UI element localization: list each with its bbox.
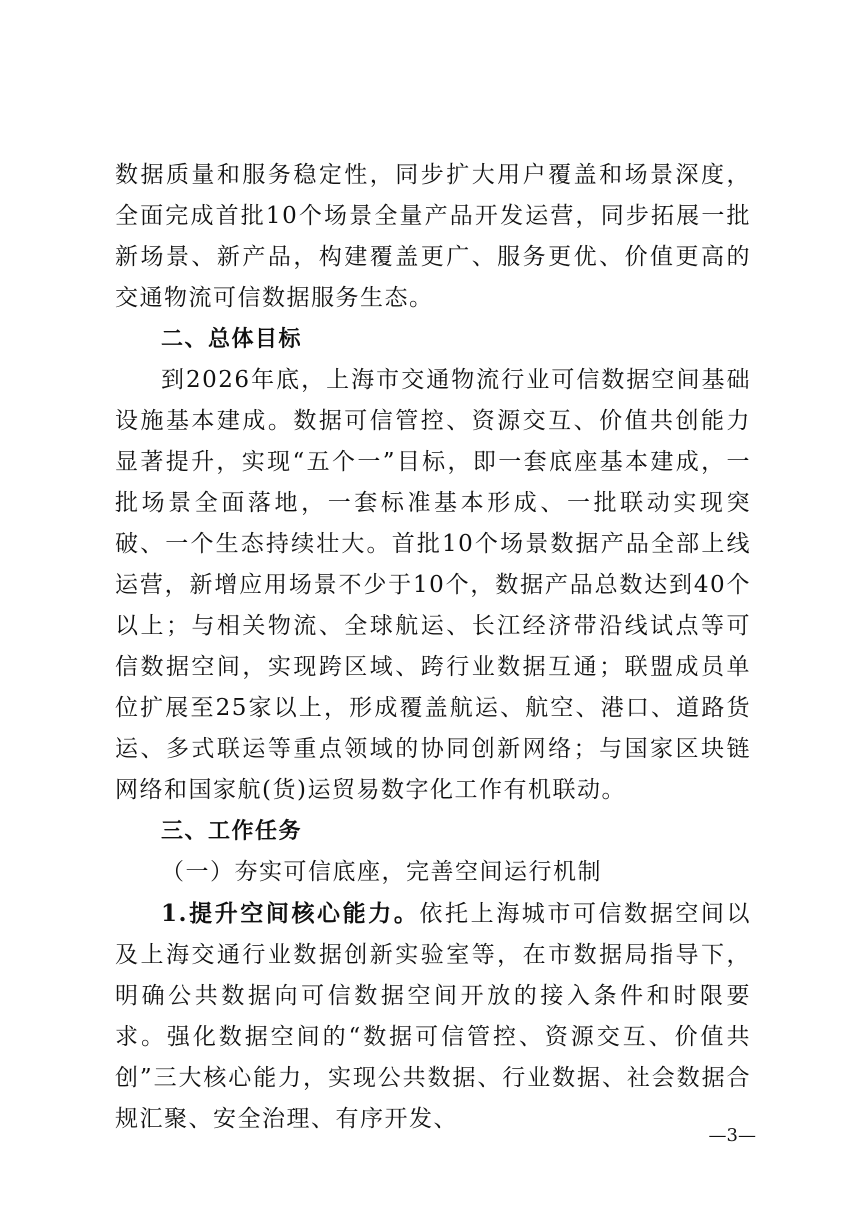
paragraph-continuation: 数据质量和服务稳定性，同步扩大用户覆盖和场景深度，全面完成首批10个场景全量产品开发运营，同步拓展一批新场景、新产品，构建覆盖更广、服务更优、价值更高的交通物流可信数据服务生态。	[115, 162, 751, 311]
paragraph-overall-goals: 到2026年底，上海市交通物流行业可信数据空间基础设施基本建成。数据可信管控、资源交互、价值共创能力显著提升，实现“五个一”目标，即一套底座基本建成，一批场景全面落地，一套标准基本形成、一批联动实现突破、一个生态持续壮大。首批10个场景数据产品全部上线运营，新增应用场景不少于10个，数据产品总数达到40个以上；与相关物流、全球航运、长江经济带沿线试点等可信数据空间，实现跨区域、跨行业数据互通；联盟成员单位扩展至25家以上，形成覆盖航运、航空、港口、道路货运、多式联运等重点领域的协同创新网络；与国家区块链网络和国家航(货)运贸易数字化工作有机联动。	[115, 367, 751, 803]
section-heading-work-tasks: 三、工作任务	[161, 819, 303, 844]
subsection-heading-1: （一）夯实可信底座，完善空间运行机制	[161, 859, 602, 885]
task-1-lead: 1.提升空间核心能力。	[161, 900, 420, 927]
paragraph-task-1	[115, 893, 751, 1140]
section-heading-overall-goals: 二、总体目标	[161, 327, 303, 352]
task-1-text: 依托上海城市可信数据空间以及上海交通行业数据创新实验室等，在市数据局指导下，明确公共数据向可信数据空间开放的接入条件和时限要求。强化数据空间的“数据可信管控、资源交互、价值共创”三大核心能力，实现公共数据、行业数据、社会数据合规汇聚、安全治理、有序开发、	[115, 901, 752, 1132]
document-body	[115, 155, 751, 1140]
page-number: —3—	[708, 1125, 756, 1146]
